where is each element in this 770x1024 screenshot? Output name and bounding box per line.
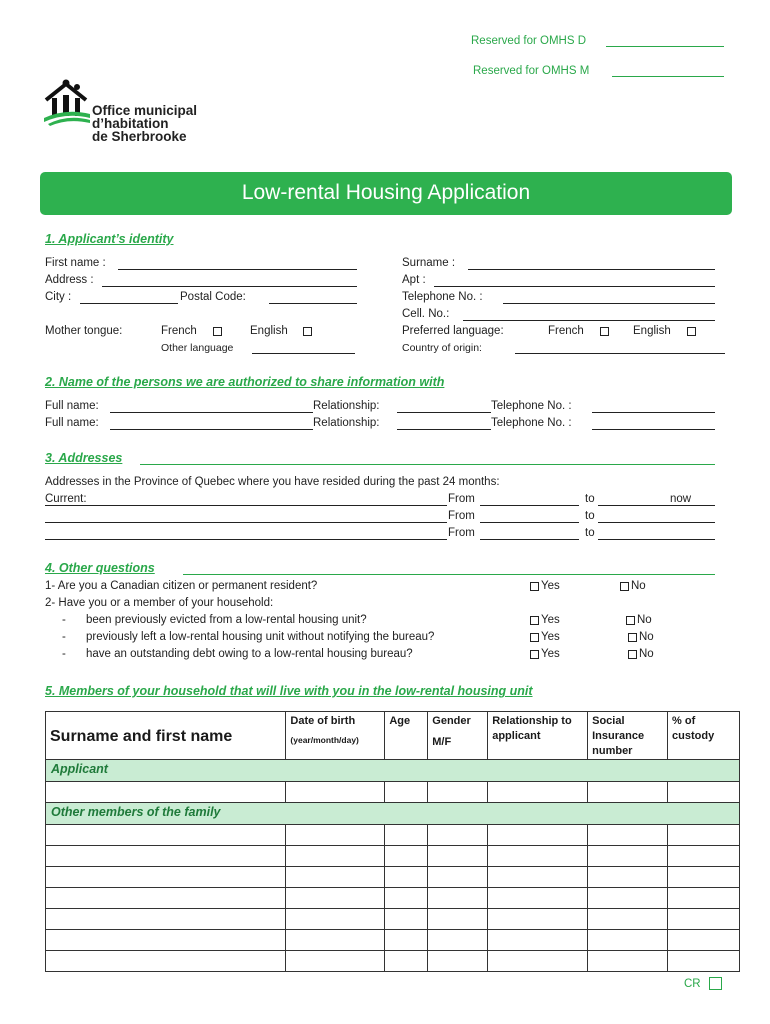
household-members-table — [45, 711, 740, 972]
table-row[interactable] — [46, 846, 740, 867]
postal-code-field[interactable] — [269, 303, 357, 304]
logo-line-2: d’habitation — [92, 116, 169, 131]
section-1-heading: 1. Applicant’s identity — [45, 232, 174, 246]
q1-no-checkbox[interactable] — [620, 582, 629, 591]
previous-2-from-field[interactable] — [480, 539, 579, 540]
previous-2-to-field[interactable] — [598, 539, 715, 540]
col-dob-title: Date of birth — [290, 715, 356, 727]
address-field[interactable] — [102, 286, 357, 287]
mother-tongue-french-checkbox[interactable] — [213, 327, 222, 336]
table-row[interactable] — [46, 867, 740, 888]
preferred-language-label: Preferred language: — [402, 325, 504, 337]
other-members-band — [46, 803, 740, 825]
city-field[interactable] — [80, 303, 178, 304]
postal-code-label: Postal Code: — [180, 291, 246, 303]
previous-address-1-field[interactable] — [45, 522, 447, 523]
table-row[interactable] — [46, 909, 740, 930]
cr-label: CR — [684, 978, 701, 990]
q2b-no-label: No — [639, 631, 654, 643]
q1-yes-checkbox[interactable] — [530, 582, 539, 591]
mother-tongue-english-checkbox[interactable] — [303, 327, 312, 336]
first-name-field[interactable] — [118, 269, 357, 270]
logo-line-1: Office municipal — [92, 103, 198, 118]
preferred-french-checkbox[interactable] — [600, 327, 609, 336]
section-4-heading: 4. Other questions — [45, 561, 155, 575]
current-from-label: From — [448, 493, 475, 505]
applicant-band-label: Applicant — [46, 760, 740, 782]
col-name-header: Surname and first name — [46, 712, 286, 760]
page-title: Low-rental Housing Application — [40, 172, 732, 215]
q2a-yes-label: Yes — [541, 614, 560, 626]
auth-telephone-2-field[interactable] — [592, 429, 715, 430]
preferred-english-label: English — [633, 325, 671, 337]
question-2b: previously left a low-rental housing unit without notifying the bureau? — [86, 631, 435, 643]
auth-full-name-1-field[interactable] — [110, 412, 313, 413]
col-relationship-header: Relationship to applicant — [488, 712, 588, 760]
auth-relationship-1-field[interactable] — [397, 412, 491, 413]
q2b-no-checkbox[interactable] — [628, 633, 637, 642]
section-2-heading: 2. Name of the persons we are authorized to share information with — [45, 375, 445, 389]
question-2a: been previously evicted from a low-rental housing unit? — [86, 614, 367, 626]
auth-relationship-2-field[interactable] — [397, 429, 491, 430]
preferred-french-label: French — [548, 325, 584, 337]
question-1: 1- Are you a Canadian citizen or permanent resident? — [45, 580, 318, 592]
apt-field[interactable] — [434, 286, 715, 287]
q1-no-label: No — [631, 580, 646, 592]
previous-1-to-label: to — [585, 510, 595, 522]
q2a-no-checkbox[interactable] — [626, 616, 635, 625]
cr-checkbox[interactable] — [709, 977, 722, 990]
country-origin-field[interactable] — [515, 353, 725, 354]
telephone-label: Telephone No. : — [402, 291, 483, 303]
q2c-no-label: No — [639, 648, 654, 660]
q2a-dash: - — [62, 614, 66, 626]
section-3-heading: 3. Addresses — [45, 451, 123, 465]
q2b-yes-checkbox[interactable] — [530, 633, 539, 642]
auth-full-name-2-label: Full name: — [45, 417, 99, 429]
current-to-label: to — [585, 493, 595, 505]
col-gender-header — [428, 712, 488, 760]
current-address-label: Current: — [45, 493, 87, 505]
table-header-row — [46, 712, 740, 760]
auth-telephone-1-label: Telephone No. : — [491, 400, 572, 412]
previous-address-2-field[interactable] — [45, 539, 447, 540]
reserved-omhs-m: Reserved for OMHS M — [473, 65, 590, 77]
reserved-d-line[interactable] — [606, 46, 724, 47]
reserved-omhs-d: Reserved for OMHS D — [471, 35, 587, 47]
auth-telephone-1-field[interactable] — [592, 412, 715, 413]
table-row[interactable] — [46, 951, 740, 972]
section-3-rule — [140, 464, 715, 465]
col-dob-header — [286, 712, 385, 760]
other-members-band-label: Other members of the family — [46, 803, 740, 825]
q2c-no-checkbox[interactable] — [628, 650, 637, 659]
addresses-intro: Addresses in the Province of Quebec where you have resided during the past 24 months: — [45, 476, 500, 488]
col-dob-format: (year/month/day) — [290, 735, 359, 745]
q2b-yes-label: Yes — [541, 631, 560, 643]
col-sin-header: Social Insurance number — [588, 712, 668, 760]
current-from-field[interactable] — [480, 505, 579, 506]
surname-field[interactable] — [468, 269, 715, 270]
logo-line-3: de Sherbrooke — [92, 129, 187, 144]
col-gender-values: M/F — [432, 736, 452, 748]
country-origin-label: Country of origin: — [402, 342, 482, 354]
table-row[interactable] — [46, 825, 740, 846]
current-address-field[interactable] — [45, 505, 447, 506]
col-gender-title: Gender — [432, 715, 471, 727]
auth-telephone-2-label: Telephone No. : — [491, 417, 572, 429]
logo-text — [92, 104, 197, 143]
section-4-rule — [183, 574, 715, 575]
previous-2-from-label: From — [448, 527, 475, 539]
col-age-header: Age — [385, 712, 428, 760]
surname-label: Surname : — [402, 257, 456, 269]
other-language-field[interactable] — [252, 353, 355, 354]
q2a-no-label: No — [637, 614, 652, 626]
q2b-dash: - — [62, 631, 66, 643]
current-to-now: now — [670, 493, 692, 505]
q2c-dash: - — [62, 648, 66, 660]
previous-1-to-field[interactable] — [598, 522, 715, 523]
auth-relationship-2-label: Relationship: — [313, 417, 380, 429]
reserved-m-line[interactable] — [612, 76, 724, 77]
col-custody-header: % of custody — [668, 712, 740, 760]
other-language-label: Other language — [161, 342, 234, 354]
q1-yes-label: Yes — [541, 580, 560, 592]
applicant-band — [46, 760, 740, 782]
current-to-field[interactable] — [598, 505, 715, 506]
mother-tongue-label: Mother tongue: — [45, 325, 123, 337]
apt-label: Apt : — [402, 274, 426, 286]
table-row[interactable] — [46, 782, 740, 803]
table-row[interactable] — [46, 888, 740, 909]
cell-field[interactable] — [463, 320, 715, 321]
previous-2-to-label: to — [585, 527, 595, 539]
city-label: City : — [45, 291, 72, 303]
previous-1-from-field[interactable] — [480, 522, 579, 523]
q2c-yes-label: Yes — [541, 648, 560, 660]
q2c-yes-checkbox[interactable] — [530, 650, 539, 659]
omhs-logo — [44, 78, 92, 131]
auth-full-name-2-field[interactable] — [110, 429, 313, 430]
table-row[interactable] — [46, 930, 740, 951]
auth-full-name-1-label: Full name: — [45, 400, 99, 412]
cell-label: Cell. No.: — [402, 308, 450, 320]
q2a-yes-checkbox[interactable] — [530, 616, 539, 625]
question-2c: have an outstanding debt owing to a low-rental housing bureau? — [86, 648, 413, 660]
telephone-field[interactable] — [503, 303, 715, 304]
question-2: 2- Have you or a member of your household: — [45, 597, 274, 609]
first-name-label: First name : — [45, 257, 106, 269]
mother-tongue-french-label: French — [161, 325, 197, 337]
preferred-english-checkbox[interactable] — [687, 327, 696, 336]
house-family-icon — [44, 78, 92, 126]
mother-tongue-english-label: English — [250, 325, 288, 337]
address-label: Address : — [45, 274, 94, 286]
auth-relationship-1-label: Relationship: — [313, 400, 380, 412]
previous-1-from-label: From — [448, 510, 475, 522]
section-5-heading: 5. Members of your household that will live with you in the low-rental housing unit — [45, 684, 533, 698]
